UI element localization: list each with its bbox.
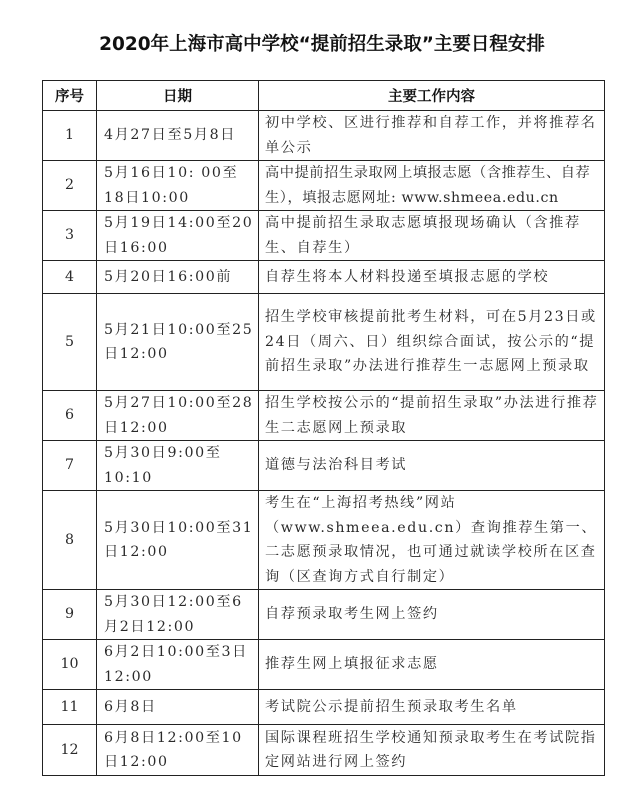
row-date: 5月30日12:00至6月2日12:00: [97, 590, 259, 640]
table-row: [43, 640, 605, 690]
table-row: [43, 391, 605, 441]
row-number: 5: [43, 294, 97, 391]
table-row: [43, 690, 605, 725]
row-date: 5月20日16:00前: [97, 261, 259, 294]
row-number: 7: [43, 441, 97, 491]
table-row: [43, 211, 605, 261]
row-date: 4月27日至5月8日: [97, 111, 259, 161]
row-date: 5月27日10:00至28日12:00: [97, 391, 259, 441]
row-date: 6月8日12:00至10日12:00: [97, 725, 259, 776]
row-number: 11: [43, 690, 97, 725]
row-number: 4: [43, 261, 97, 294]
row-number: 12: [43, 725, 97, 776]
row-number: 10: [43, 640, 97, 690]
row-content: 招生学校按公示的“提前招生录取”办法进行推荐生二志愿网上预录取: [259, 391, 605, 441]
document-title: 2020年上海市高中学校“提前招生录取”主要日程安排: [99, 34, 545, 55]
row-number: 2: [43, 161, 97, 211]
row-number: 6: [43, 391, 97, 441]
row-content: 招生学校审核提前批考生材料，可在5月23日或24日（周六、日）组织综合面试，按公示的“提前招生录取”办法进行推荐生一志愿网上预录取: [259, 294, 605, 391]
table-row: [43, 441, 605, 491]
table-row: [43, 261, 605, 294]
row-content: 高中提前招生录取网上填报志愿（含推荐生、自荐生），填报志愿网址: www.shmeea.edu.cn: [259, 161, 605, 211]
row-content: 高中提前招生录取志愿填报现场确认（含推荐生、自荐生）: [259, 211, 605, 261]
row-content: 道德与法治科目考试: [259, 441, 605, 491]
table-row: [43, 491, 605, 590]
table-header-row: [43, 81, 605, 111]
row-content: 推荐生网上填报征求志愿: [259, 640, 605, 690]
header-content: 主要工作内容: [259, 81, 605, 111]
table-row: [43, 725, 605, 776]
row-date: 6月2日10:00至3日12:00: [97, 640, 259, 690]
row-date: 5月30日9:00至10:10: [97, 441, 259, 491]
table-row: [43, 590, 605, 640]
row-content: 考试院公示提前招生预录取考生名单: [259, 690, 605, 725]
row-content: 国际课程班招生学校通知预录取考生在考试院指定网站进行网上签约: [259, 725, 605, 776]
row-number: 8: [43, 491, 97, 590]
header-number: 序号: [43, 81, 97, 111]
row-content: 考生在“上海招考热线”网站（www.shmeea.edu.cn）查询推荐生第一、二志愿预录取情况，也可通过就读学校所在区查询（区查询方式自行制定）: [259, 491, 605, 590]
row-content: 初中学校、区进行推荐和自荐工作，并将推荐名单公示: [259, 111, 605, 161]
row-content: 自荐预录取考生网上签约: [259, 590, 605, 640]
table-row: [43, 294, 605, 391]
row-date: 5月16日10: 00至18日10:00: [97, 161, 259, 211]
table-row: [43, 111, 605, 161]
row-number: 3: [43, 211, 97, 261]
row-number: 1: [43, 111, 97, 161]
header-date: 日期: [97, 81, 259, 111]
row-content: 自荐生将本人材料投递至填报志愿的学校: [259, 261, 605, 294]
schedule-table: [42, 80, 605, 776]
row-date: 6月8日: [97, 690, 259, 725]
row-date: 5月30日10:00至31日12:00: [97, 491, 259, 590]
row-number: 9: [43, 590, 97, 640]
table-row: [43, 161, 605, 211]
row-date: 5月21日10:00至25日12:00: [97, 294, 259, 391]
row-date: 5月19日14:00至20日16:00: [97, 211, 259, 261]
